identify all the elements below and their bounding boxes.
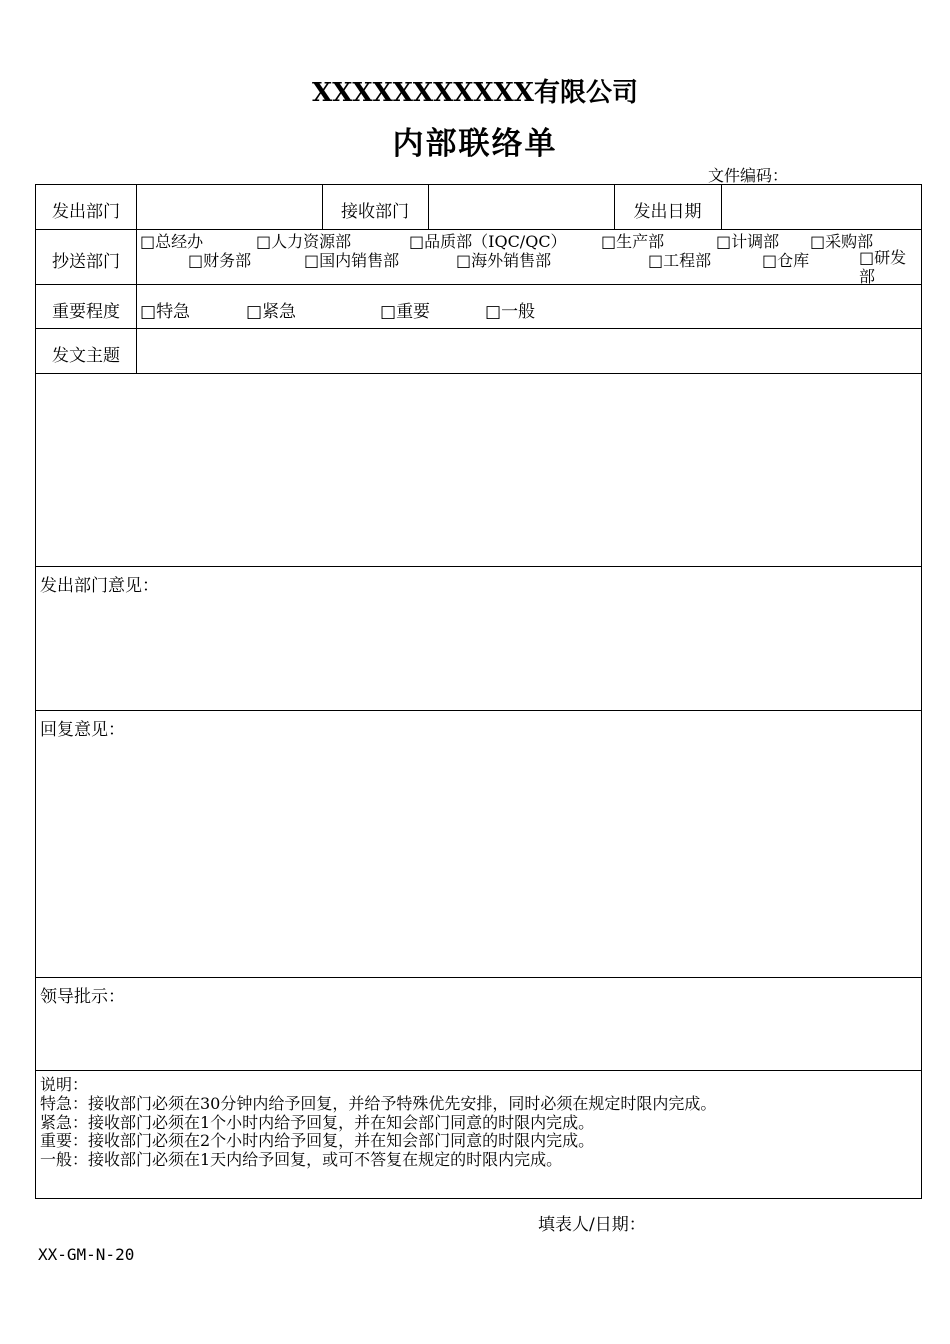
- leader-approval-label: 领导批示：: [40, 987, 125, 1007]
- priority-label: 重要程度: [52, 302, 120, 322]
- cc-option-production[interactable]: □生产部: [601, 232, 665, 251]
- cc-option-engineering[interactable]: □工程部: [648, 251, 712, 270]
- send-opinion-label: 发出部门意见：: [40, 576, 159, 596]
- send-opinion-field[interactable]: [37, 593, 921, 709]
- cc-option-domestic-sales[interactable]: □国内销售部: [304, 251, 400, 270]
- notes-heading: 说明：: [40, 1075, 89, 1094]
- company-name: XXXXXXXXXXX有限公司: [312, 78, 638, 108]
- checkbox-icon[interactable]: □: [246, 302, 263, 322]
- checkbox-icon[interactable]: □: [859, 248, 875, 267]
- cc-dept-label: 抄送部门: [52, 252, 120, 272]
- reply-opinion-field[interactable]: [37, 737, 921, 976]
- checkbox-icon[interactable]: □: [188, 251, 204, 270]
- note-line: 紧急：接收部门必须在1个小时内给予回复，并在知会部门同意的时限内完成。: [40, 1113, 595, 1132]
- checkbox-icon[interactable]: □: [810, 232, 826, 251]
- cc-option-hr[interactable]: □人力资源部: [256, 232, 352, 251]
- form-title: 内部联络单: [392, 126, 558, 162]
- note-line: 一般：接收部门必须在1天内给予回复，或可不答复在规定的时限内完成。: [40, 1150, 563, 1169]
- cc-option-purchasing[interactable]: □采购部: [810, 232, 874, 251]
- priority-option-normal[interactable]: □一般: [485, 302, 536, 322]
- row-divider: [36, 1070, 921, 1071]
- leader-approval-field[interactable]: [37, 1004, 921, 1069]
- subject-field[interactable]: [137, 329, 921, 372]
- doc-number-label: 文件编码：: [708, 166, 789, 185]
- filler-date-label: 填表人/日期：: [538, 1215, 646, 1235]
- cc-option-overseas-sales[interactable]: □海外销售部: [456, 251, 552, 270]
- checkbox-icon[interactable]: □: [648, 251, 664, 270]
- note-line: 重要：接收部门必须在2个小时内给予回复，并在知会部门同意的时限内完成。: [40, 1131, 595, 1150]
- priority-option-important[interactable]: □重要: [380, 302, 431, 322]
- cc-option-rnd[interactable]: □研发部: [859, 248, 907, 286]
- send-date-field[interactable]: [722, 186, 921, 228]
- row-divider: [36, 284, 921, 285]
- checkbox-icon[interactable]: □: [485, 302, 502, 322]
- recv-dept-label: 接收部门: [341, 202, 409, 222]
- note-line: 特急：接收部门必须在30分钟内给予回复，并给予特殊优先安排，同时必须在规定时限内完成。: [40, 1094, 717, 1113]
- form-code: XX-GM-N-20: [38, 1245, 135, 1264]
- cc-option-quality[interactable]: □品质部（IQC/QC）: [409, 232, 567, 251]
- subject-label: 发文主题: [52, 346, 120, 366]
- checkbox-icon[interactable]: □: [716, 232, 732, 251]
- cc-option-general-office[interactable]: □总经办: [140, 232, 204, 251]
- send-date-label: 发出日期: [633, 202, 702, 222]
- send-dept-field[interactable]: [137, 186, 321, 228]
- checkbox-icon[interactable]: □: [601, 232, 617, 251]
- checkbox-icon[interactable]: □: [456, 251, 472, 270]
- cc-option-finance[interactable]: □财务部: [188, 251, 252, 270]
- reply-opinion-label: 回复意见：: [40, 720, 125, 740]
- row-divider: [36, 977, 921, 978]
- checkbox-icon[interactable]: □: [304, 251, 320, 270]
- content-area[interactable]: [37, 374, 921, 565]
- send-dept-label: 发出部门: [52, 202, 120, 222]
- checkbox-icon[interactable]: □: [762, 251, 778, 270]
- contact-form-table: [35, 184, 922, 1199]
- row-divider: [36, 710, 921, 711]
- cc-option-planning[interactable]: □计调部: [716, 232, 780, 251]
- priority-option-urgent[interactable]: □紧急: [246, 302, 297, 322]
- priority-option-urgent-critical[interactable]: □特急: [140, 302, 191, 322]
- checkbox-icon[interactable]: □: [140, 302, 157, 322]
- checkbox-icon[interactable]: □: [256, 232, 272, 251]
- recv-dept-field[interactable]: [429, 186, 613, 228]
- checkbox-icon[interactable]: □: [380, 302, 397, 322]
- row-divider: [36, 566, 921, 567]
- checkbox-icon[interactable]: □: [140, 232, 156, 251]
- checkbox-icon[interactable]: □: [409, 232, 425, 251]
- cc-option-warehouse[interactable]: □仓库: [762, 251, 810, 270]
